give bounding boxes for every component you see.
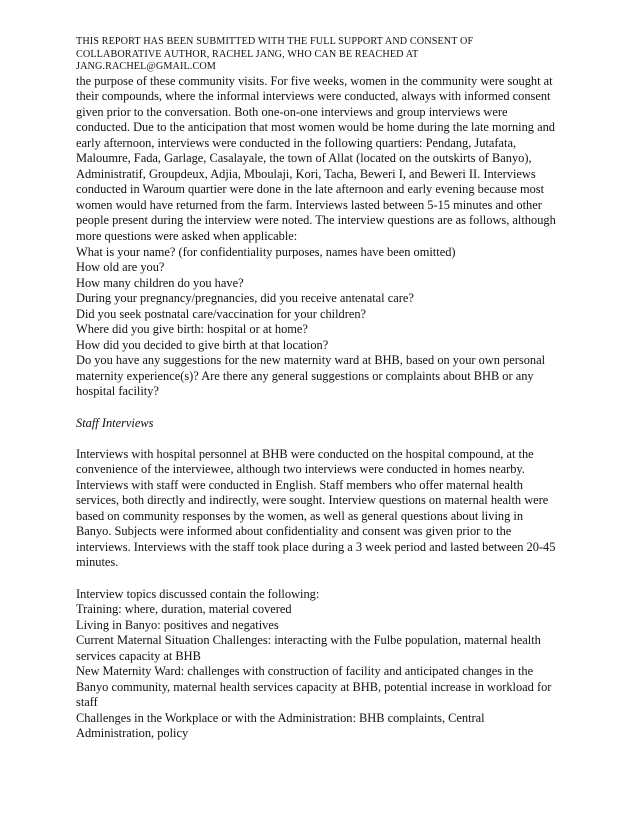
- text-line: Interviews with staff were conducted in English. Staff members who offer maternal health: [76, 477, 523, 492]
- document-page: [76, 36, 568, 742]
- text-line: Banyo. Subjects were informed about confidentiality and consent was given prior to the: [76, 524, 512, 539]
- question-item: Do you have any suggestions for the new maternity ward at BHB, based on your own personal: [76, 353, 546, 368]
- staff-paragraph: [76, 447, 568, 571]
- text-line: the purpose of these community visits. For five weeks, women in the community were sought at: [76, 73, 553, 88]
- text-line: interviews. Interviews with the staff took place during a 3 week period and lasted between 20-45: [76, 539, 556, 554]
- text-line: Administratif, Groupdeux, Adjia, Mboulaji, Kori, Tacha, Beweri I, and Beweri II. Interviews: [76, 166, 536, 181]
- section-heading: Staff Interviews: [76, 415, 154, 430]
- document-body: [76, 74, 568, 743]
- paragraph-spacer: [76, 431, 568, 447]
- topic-item: New Maternity Ward: challenges with construction of facility and anticipated changes in the: [76, 664, 534, 679]
- interview-topics-list: [76, 587, 568, 742]
- question-item: How old are you?: [76, 260, 165, 275]
- paragraph-spacer: [76, 400, 568, 416]
- text-line: Maloumre, Fada, Garlage, Casalayale, the town of Allat (located on the outskirts of Banyo),: [76, 151, 532, 166]
- text-line: people present during the interview were noted. The interview questions are as follows, although: [76, 213, 556, 228]
- paragraph-spacer: [76, 571, 568, 587]
- topics-intro: Interview topics discussed contain the following:: [76, 586, 320, 601]
- question-item: How many children do you have?: [76, 275, 244, 290]
- header-line: THIS REPORT HAS BEEN SUBMITTED WITH THE FULL SUPPORT AND CONSENT OF: [76, 36, 474, 47]
- topic-item: services capacity at BHB: [76, 648, 201, 663]
- topic-item: Administration, policy: [76, 726, 189, 741]
- text-line: their compounds, where the informal interviews were conducted, always with informed consent: [76, 89, 551, 104]
- text-line: conducted. Due to the anticipation that most women would be home during the late morning and: [76, 120, 555, 135]
- topic-item: staff: [76, 695, 98, 710]
- topic-item: Current Maternal Situation Challenges: interacting with the Fulbe population, maternal health: [76, 633, 541, 648]
- question-item: maternity experience(s)? Are there any general suggestions or complaints about BHB or any: [76, 368, 534, 383]
- text-line: Interviews with hospital personnel at BHB were conducted on the hospital compound, at the: [76, 446, 534, 461]
- text-line: services, both directly and indirectly, were sought. Interview questions on maternal health were: [76, 493, 549, 508]
- question-item: hospital facility?: [76, 384, 159, 399]
- text-line: minutes.: [76, 555, 119, 570]
- text-line: convenience of the interviewee, although two interviews were conducted in homes nearby.: [76, 462, 525, 477]
- question-item: How did you decided to give birth at that location?: [76, 337, 329, 352]
- text-line: more questions were asked when applicable:: [76, 228, 298, 243]
- text-line: based on community responses by the women, as well as general questions about living in: [76, 508, 524, 523]
- topic-item: Challenges in the Workplace or with the Administration: BHB complaints, Central: [76, 710, 485, 725]
- question-item: Where did you give birth: hospital or at home?: [76, 322, 308, 337]
- question-item: During your pregnancy/pregnancies, did you receive antenatal care?: [76, 291, 414, 306]
- text-line: early afternoon, interviews were conducted in the following quartiers: Pendang, Jutafata,: [76, 135, 517, 150]
- topic-item: Living in Banyo: positives and negatives: [76, 617, 279, 632]
- community-paragraph: [76, 74, 568, 245]
- header-email: JANG.RACHEL@GMAIL.COM: [76, 61, 216, 72]
- question-item: Did you seek postnatal care/vaccination for your children?: [76, 306, 367, 321]
- text-line: given prior to the conversation. Both one-on-one interviews and group interviews were: [76, 104, 508, 119]
- text-line: conducted in Waroum quartier were done in the late afternoon and early evening because most: [76, 182, 545, 197]
- text-line: women would have returned from the farm. Interviews lasted between 5-15 minutes and other: [76, 197, 542, 212]
- header-line: COLLABORATIVE AUTHOR, RACHEL JANG, WHO CAN BE REACHED AT: [76, 48, 419, 60]
- question-item: What is your name? (for confidentiality purposes, names have been omitted): [76, 244, 456, 259]
- report-header: [76, 36, 568, 74]
- topic-item: Banyo community, maternal health services capacity at BHB, potential increase in workload for: [76, 679, 552, 694]
- community-question-list: [76, 245, 568, 400]
- topic-item: Training: where, duration, material covered: [76, 602, 292, 617]
